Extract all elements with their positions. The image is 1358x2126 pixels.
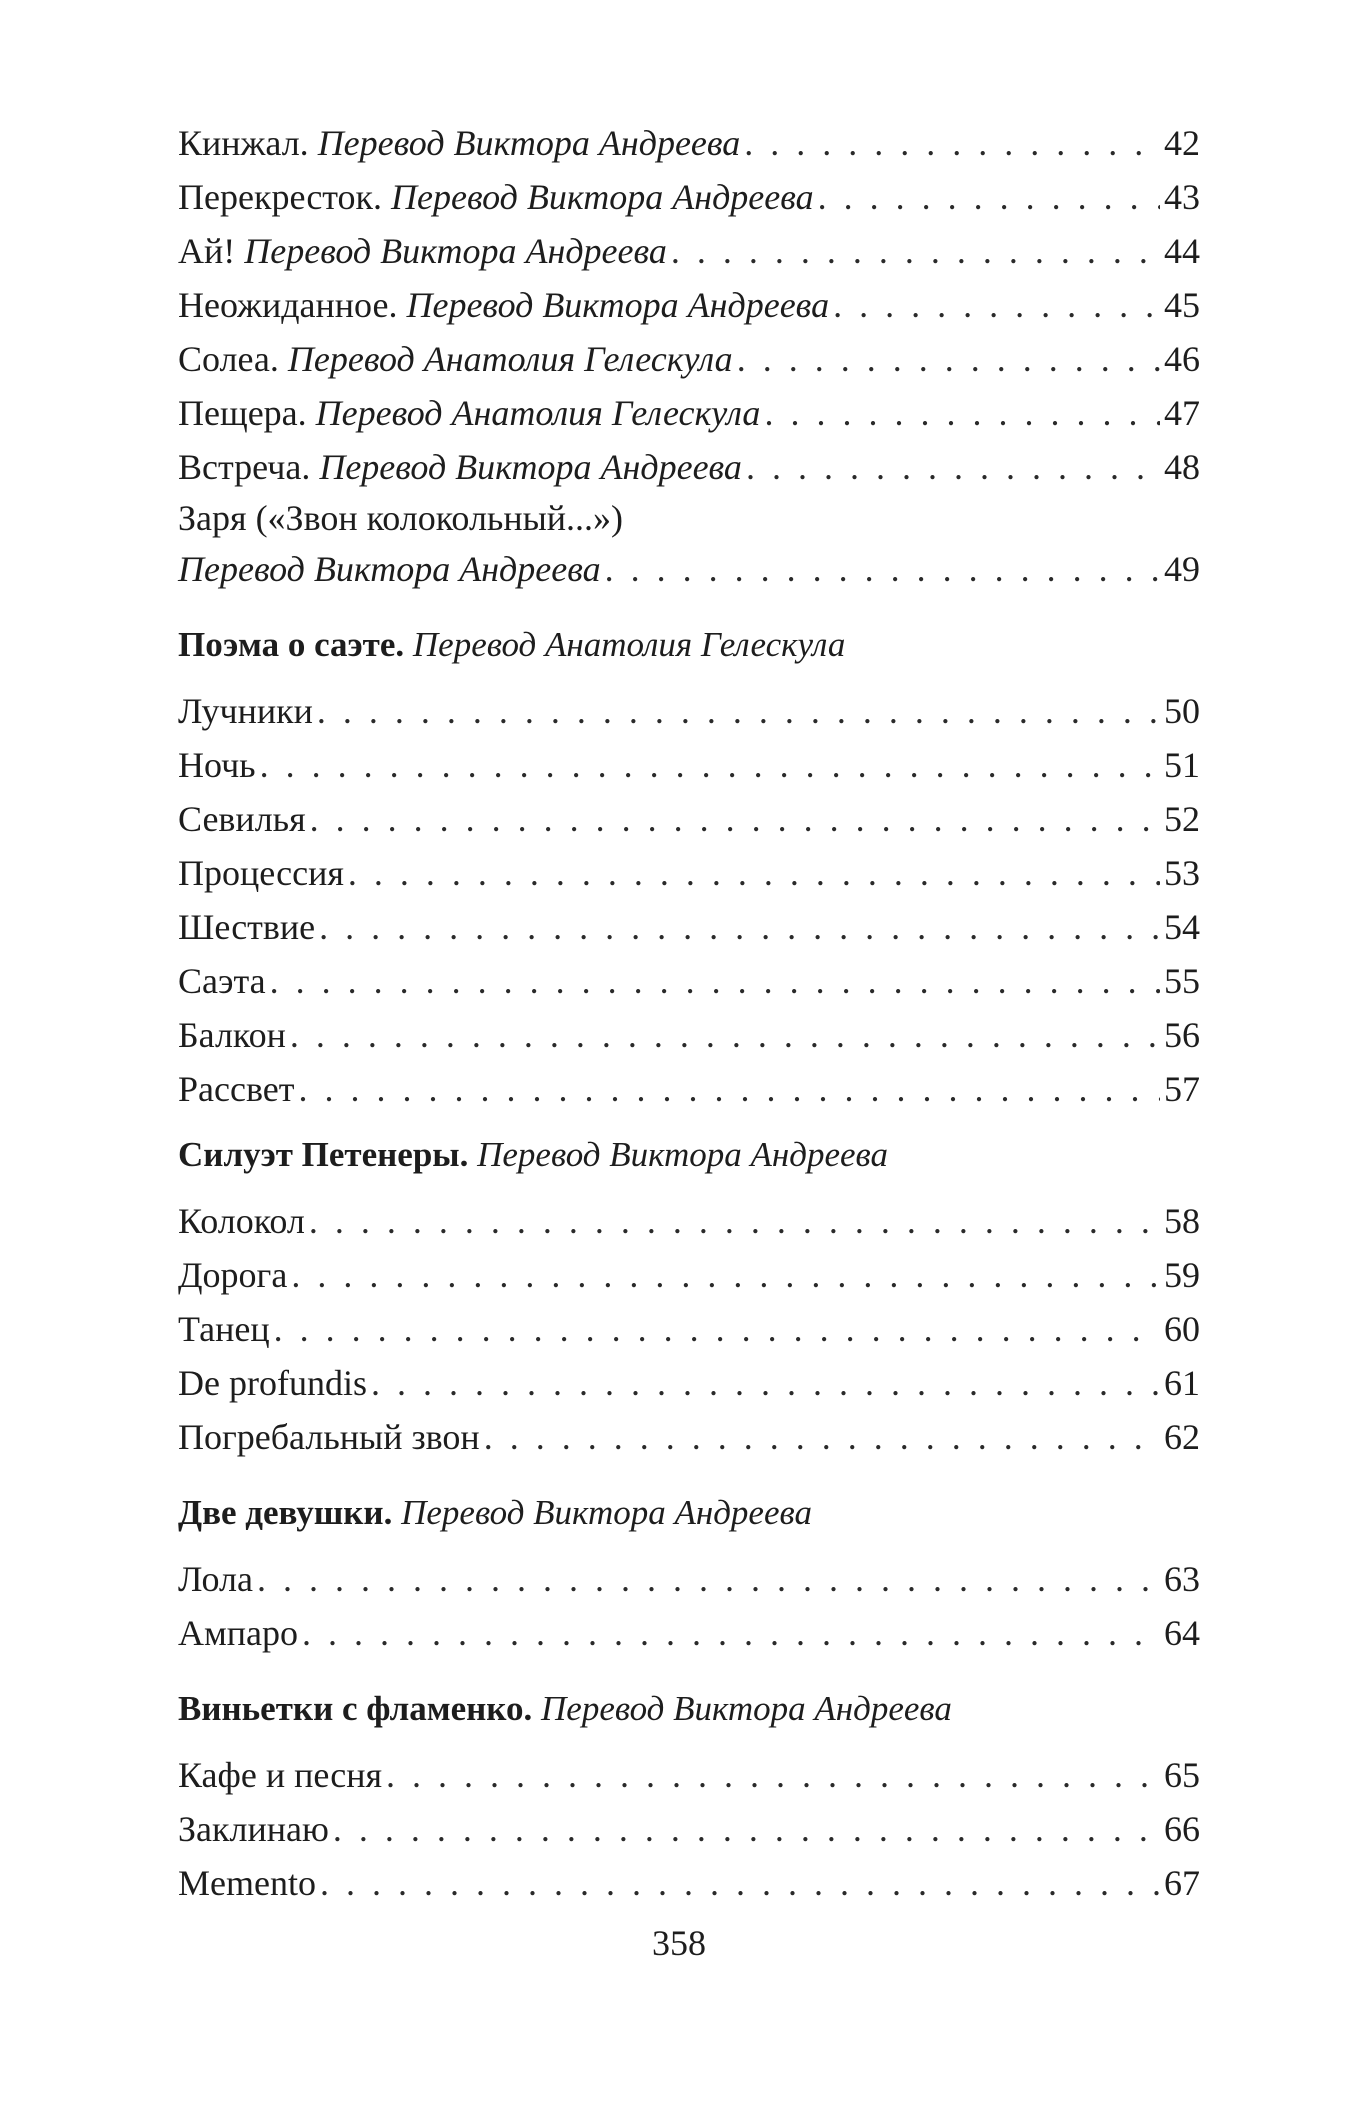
toc-entry[interactable] [178, 954, 1200, 1008]
toc-entry[interactable] [178, 792, 1200, 846]
entry-translator: Перевод Анатолия Гелескула [287, 339, 733, 379]
section-title: Поэма о саэте. [178, 625, 405, 664]
toc-entry[interactable] [178, 1410, 1200, 1464]
leader-dots [818, 170, 1160, 224]
toc-entry[interactable] [178, 684, 1200, 738]
entry-page-number: 48 [1164, 447, 1200, 487]
leader-dots [309, 1194, 1160, 1248]
entry-page-number: 51 [1164, 745, 1200, 785]
entry-title: Memento [178, 1863, 316, 1903]
entry-translator: Перевод Виктора Андреева [319, 447, 742, 487]
entry-page-number: 56 [1164, 1015, 1200, 1055]
leader-dots [348, 846, 1160, 900]
entry-title: Солеа. [178, 339, 279, 379]
entry-title: Колокол [178, 1201, 305, 1241]
entry-page-number: 63 [1164, 1559, 1200, 1599]
leader-dots [484, 1410, 1160, 1464]
entry-page-number: 47 [1164, 393, 1200, 433]
leader-dots [371, 1356, 1160, 1410]
entry-title: Шествие [178, 907, 316, 947]
entry-page-number: 53 [1164, 853, 1200, 893]
leader-dots [270, 954, 1160, 1008]
toc-entry[interactable] [178, 278, 1200, 332]
entry-page-number: 50 [1164, 691, 1200, 731]
toc-entry[interactable] [178, 332, 1200, 386]
entry-title: Танец [178, 1309, 270, 1349]
entry-title: Неожиданное. [178, 285, 398, 325]
entry-title: Кинжал. [178, 123, 309, 163]
entry-translator: Перевод Виктора Андреева [406, 285, 830, 325]
toc-entry[interactable] [178, 1194, 1200, 1248]
entry-page-number: 60 [1164, 1309, 1200, 1349]
leader-dots [298, 1062, 1160, 1116]
leader-dots [386, 1748, 1160, 1802]
toc-entry[interactable] [178, 1302, 1200, 1356]
entry-title: Ампаро [178, 1613, 299, 1653]
leader-dots [746, 440, 1160, 494]
entry-page-number: 43 [1164, 177, 1200, 217]
entry-page-number: 65 [1164, 1755, 1200, 1795]
section-translator: Перевод Виктора Андреева [401, 1493, 812, 1532]
entry-page-number: 49 [1164, 549, 1200, 589]
toc-entry[interactable] [178, 1248, 1200, 1302]
section-translator: Перевод Анатолия Гелескула [412, 625, 846, 664]
entry-translator: Перевод Виктора Андреева [244, 231, 667, 271]
section-title: Силуэт Петенеры. [178, 1135, 469, 1174]
entry-translator: Перевод Виктора Андреева [391, 177, 814, 217]
toc-entry[interactable] [178, 1552, 1200, 1606]
entry-page-number: 67 [1164, 1863, 1200, 1903]
leader-dots [290, 1008, 1160, 1062]
toc-entry[interactable] [178, 440, 1200, 494]
toc-entry[interactable] [178, 1856, 1200, 1910]
toc-entry[interactable] [178, 1748, 1200, 1802]
entry-title: Погребальный звон [178, 1417, 480, 1457]
toc-entry[interactable] [178, 542, 1200, 596]
toc-entry[interactable] [178, 1802, 1200, 1856]
section-translator: Перевод Виктора Андреева [541, 1689, 952, 1728]
section-heading[interactable] [178, 1128, 1200, 1182]
entry-title: Кафе и песня [178, 1755, 383, 1795]
entry-page-number: 57 [1164, 1069, 1200, 1109]
entry-page-number: 54 [1164, 907, 1200, 947]
entry-title: Ночь [178, 745, 256, 785]
leader-dots [260, 738, 1160, 792]
entry-page-number: 64 [1164, 1613, 1200, 1653]
leader-dots [274, 1302, 1160, 1356]
entry-title: Рассвет [178, 1069, 295, 1109]
leader-dots [317, 684, 1160, 738]
section-heading[interactable] [178, 1486, 1200, 1540]
entry-title: Заклинаю [178, 1809, 329, 1849]
entry-page-number: 62 [1164, 1417, 1200, 1457]
entry-page-number: 66 [1164, 1809, 1200, 1849]
entry-title: Встреча. [178, 447, 311, 487]
leader-dots [737, 332, 1160, 386]
entry-title: Балкон [178, 1015, 286, 1055]
toc-entry[interactable] [178, 738, 1200, 792]
entry-title: Лола [178, 1559, 253, 1599]
entry-translator: Перевод Виктора Андреева [178, 549, 601, 589]
entry-title: Заря («Звон колокольный...») [178, 498, 624, 538]
toc-entry[interactable] [178, 170, 1200, 224]
toc-entry[interactable] [178, 1008, 1200, 1062]
leader-dots [605, 542, 1160, 596]
section-title: Виньетки с фламенко. [178, 1689, 533, 1728]
entry-title: Лучники [178, 691, 313, 731]
entry-title: Севилья [178, 799, 306, 839]
section-heading[interactable] [178, 618, 1200, 672]
entry-page-number: 44 [1164, 231, 1200, 271]
leader-dots [671, 224, 1160, 278]
entry-page-number: 52 [1164, 799, 1200, 839]
toc-entry[interactable] [178, 224, 1200, 278]
entry-page-number: 55 [1164, 961, 1200, 1001]
entry-title: Пещера. [178, 393, 307, 433]
entry-title: Перекресток. [178, 177, 383, 217]
entry-title: Процессия [178, 853, 344, 893]
page-number-footer: 358 [652, 1923, 706, 1963]
section-translator: Перевод Виктора Андреева [477, 1135, 888, 1174]
toc-entry[interactable] [178, 116, 1200, 170]
entry-page-number: 58 [1164, 1201, 1200, 1241]
leader-dots [257, 1552, 1160, 1606]
leader-dots [310, 792, 1160, 846]
leader-dots [320, 1856, 1160, 1910]
toc-entry[interactable] [178, 1606, 1200, 1660]
toc-entry[interactable] [178, 1356, 1200, 1410]
toc-entry-title-line[interactable] [178, 494, 1200, 542]
leader-dots [319, 900, 1160, 954]
toc-entry[interactable] [178, 1062, 1200, 1116]
section-title: Две девушки. [178, 1493, 393, 1532]
leader-dots [302, 1606, 1160, 1660]
leader-dots [833, 278, 1160, 332]
leader-dots [744, 116, 1160, 170]
toc-entry[interactable] [178, 386, 1200, 440]
entry-translator: Перевод Анатолия Гелескула [315, 393, 761, 433]
toc-entry[interactable] [178, 846, 1200, 900]
section-heading[interactable] [178, 1682, 1200, 1736]
leader-dots [333, 1802, 1160, 1856]
entry-title: Саэта [178, 961, 266, 1001]
table-of-contents [178, 116, 1200, 1910]
toc-entry[interactable] [178, 900, 1200, 954]
entry-translator: Перевод Виктора Андреева [317, 123, 741, 163]
leader-dots [764, 386, 1160, 440]
entry-page-number: 46 [1164, 339, 1200, 379]
entry-title: Ай! [178, 231, 236, 271]
entry-page-number: 61 [1164, 1363, 1200, 1403]
entry-page-number: 59 [1164, 1255, 1200, 1295]
entry-page-number: 42 [1164, 123, 1200, 163]
entry-page-number: 45 [1164, 285, 1200, 325]
leader-dots [291, 1248, 1160, 1302]
entry-title: De profundis [178, 1363, 367, 1403]
entry-title: Дорога [178, 1255, 288, 1295]
